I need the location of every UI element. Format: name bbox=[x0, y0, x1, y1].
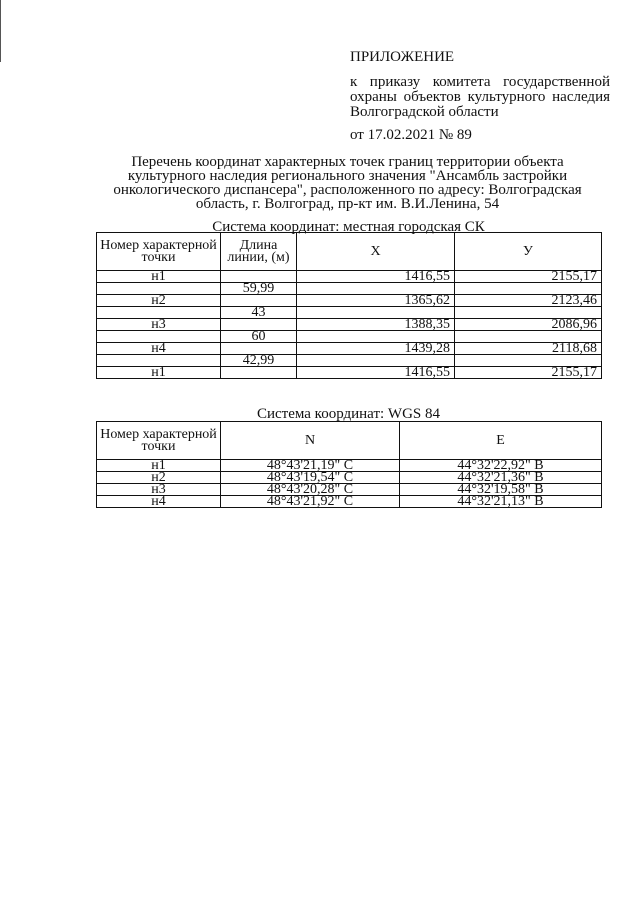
line-length: 43 bbox=[221, 307, 297, 319]
x-value: 1439,28 bbox=[297, 343, 455, 355]
x-value: 1388,35 bbox=[297, 319, 455, 331]
longitude-value: 44°32'22,92" В bbox=[400, 460, 602, 472]
point-name: н4 bbox=[97, 343, 221, 355]
header-x: X bbox=[297, 233, 455, 271]
header-n: N bbox=[221, 422, 400, 460]
point-name: н4 bbox=[97, 496, 221, 508]
table-row bbox=[97, 271, 602, 283]
table-row bbox=[97, 496, 602, 508]
line-length: 60 bbox=[221, 331, 297, 343]
table-row bbox=[97, 319, 602, 331]
wgs-coordinates-table bbox=[96, 421, 602, 508]
table-row bbox=[97, 295, 602, 307]
point-name: н3 bbox=[97, 319, 221, 331]
latitude-value: 48°43'19,54" С bbox=[221, 472, 400, 484]
table-row bbox=[97, 343, 602, 355]
point-name: н2 bbox=[97, 472, 221, 484]
longitude-value: 44°32'19,58" В bbox=[400, 484, 602, 496]
header-point: Номер характерной точки bbox=[97, 233, 221, 271]
y-value: 2118,68 bbox=[455, 343, 602, 355]
table-row bbox=[97, 367, 602, 379]
header-e: E bbox=[400, 422, 602, 460]
x-value: 1416,55 bbox=[297, 367, 455, 379]
line-length: 59,99 bbox=[221, 283, 297, 295]
header-point: Номер характерной точки bbox=[97, 422, 221, 460]
table-header-row bbox=[97, 422, 602, 460]
appendix-heading: ПРИЛОЖЕНИЕ bbox=[350, 49, 455, 65]
x-value: 1365,62 bbox=[297, 295, 455, 307]
table-header-row bbox=[97, 233, 602, 271]
point-name: н1 bbox=[97, 271, 221, 283]
y-value: 2155,17 bbox=[455, 367, 602, 379]
y-value: 2123,46 bbox=[455, 295, 602, 307]
point-name: н2 bbox=[97, 295, 221, 307]
point-name: н1 bbox=[97, 460, 221, 472]
point-name: н3 bbox=[97, 484, 221, 496]
y-value: 2086,96 bbox=[455, 319, 602, 331]
local-system-caption: Система координат: местная городская СК bbox=[212, 219, 485, 235]
table-row bbox=[97, 355, 602, 367]
scan-edge-line bbox=[0, 0, 1, 62]
local-coordinates-table bbox=[96, 232, 602, 379]
latitude-value: 48°43'21,19" С bbox=[221, 460, 400, 472]
point-name: н1 bbox=[97, 367, 221, 379]
x-value: 1416,55 bbox=[297, 271, 455, 283]
y-value: 2155,17 bbox=[455, 271, 602, 283]
wgs-system-caption: Система координат: WGS 84 bbox=[256, 406, 441, 422]
table-row bbox=[97, 307, 602, 319]
latitude-value: 48°43'21,92" С bbox=[221, 496, 400, 508]
table-row bbox=[97, 331, 602, 343]
table-row bbox=[97, 283, 602, 295]
appendix-order-ref: к приказу комитета государственной охраны объектов культурного наследия Волгоградской области bbox=[350, 74, 610, 120]
longitude-value: 44°32'21,36" В bbox=[400, 472, 602, 484]
header-y: У bbox=[455, 233, 602, 271]
document-title: Перечень координат характерных точек границ территории объекта культурного наследия регионального значения "Ансамбль застройки онкологического диспансера", расположенного по адресу: Волгоградская область, г. Волгоград, пр-кт им. В.И.Ленина, 54 bbox=[113, 154, 582, 212]
line-length: 42,99 bbox=[221, 355, 297, 367]
appendix-date: от 17.02.2021 № 89 bbox=[350, 127, 472, 143]
latitude-value: 48°43'20,28" С bbox=[221, 484, 400, 496]
longitude-value: 44°32'21,13" В bbox=[400, 496, 602, 508]
header-length: Длина линии, (м) bbox=[221, 233, 297, 271]
